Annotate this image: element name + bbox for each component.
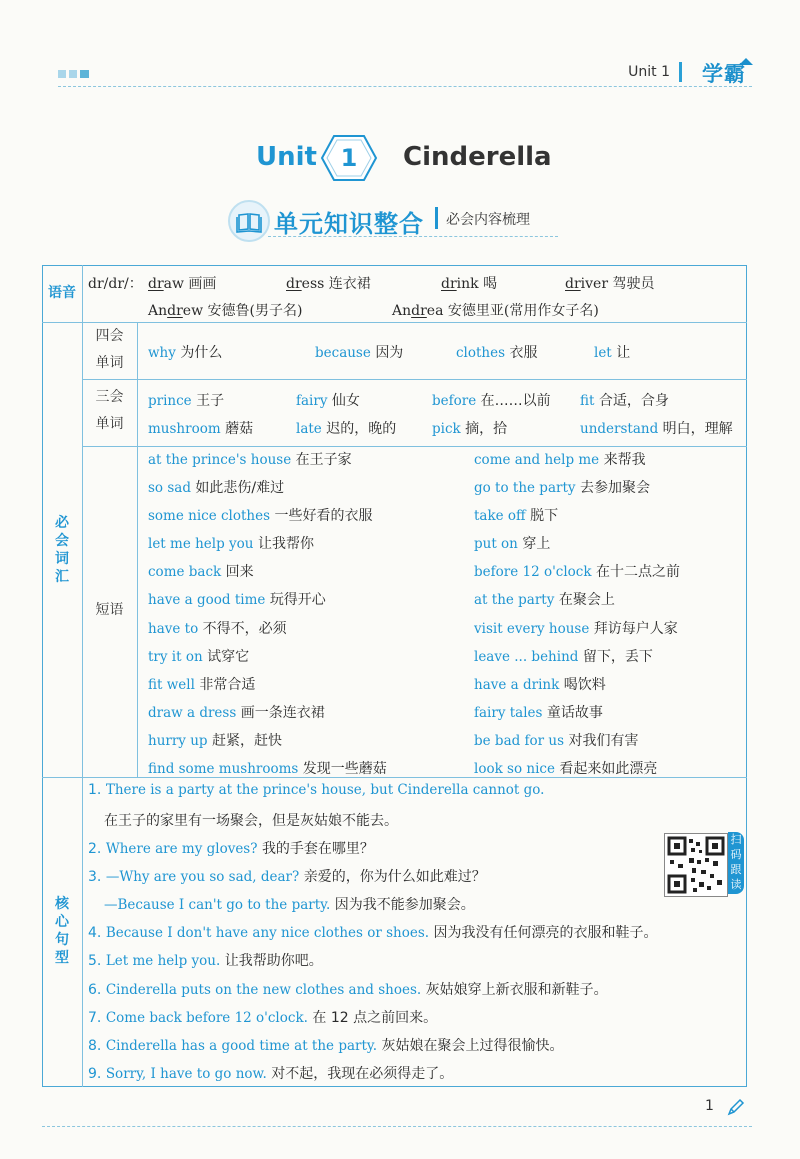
- phrase-item: at the prince's house 在王子家: [148, 452, 352, 468]
- sentence-line: 9. Sorry, I have to go now. 对不起，我现在必须得走了。: [88, 1066, 454, 1082]
- sentence-line: 在王子的家里有一场聚会，但是灰姑娘不能去。: [104, 813, 398, 829]
- vocab-item: clothes 衣服: [456, 345, 538, 361]
- label-three-line2: 单词: [95, 416, 124, 432]
- vocab-item: why 为什么: [148, 345, 223, 361]
- phrase-item: have to 不得不，必须: [148, 621, 287, 637]
- sentence-line: —Because I can't go to the party. 因为我不能参加聚会。: [104, 897, 475, 913]
- row-divider: [82, 379, 747, 380]
- sentence-line: 2. Where are my gloves? 我的手套在哪里？: [88, 841, 374, 857]
- phonics-word: Andrew 安德鲁(男子名): [148, 303, 303, 319]
- sentence-line: 3. —Why are you so sad, dear? 亲爱的，你为什么如此难过？: [88, 869, 486, 885]
- header-divider: [58, 86, 752, 88]
- phrase-item: hurry up 赶紧，赶快: [148, 733, 283, 749]
- phrase-item: draw a dress 画一条连衣裙: [148, 705, 325, 721]
- column-divider: [137, 322, 138, 777]
- unit-title: [0, 134, 800, 182]
- phonics-word: draw 画画: [148, 276, 217, 292]
- vocab-item: because 因为: [315, 345, 404, 361]
- sentence-line: 1. There is a party at the prince's house, but Cinderella cannot go.: [88, 782, 545, 798]
- vocab-item: fit 合适，合身: [580, 393, 669, 409]
- footer-divider: [42, 1126, 752, 1127]
- row-divider: [82, 446, 747, 447]
- vocab-item: pick 摘，拾: [432, 421, 508, 437]
- phrase-item: have a drink 喝饮料: [474, 677, 606, 693]
- phonics-word: driver 驾驶员: [565, 276, 655, 292]
- phrase-item: let me help you 让我帮你: [148, 536, 314, 552]
- vocab-item: let 让: [594, 345, 631, 361]
- phrase-item: have a good time 玩得开心: [148, 592, 326, 608]
- header-separator: [679, 62, 682, 82]
- phrase-item: put on 穿上: [474, 536, 551, 552]
- category-phonics: 语音: [48, 285, 76, 301]
- pencil-icon: [726, 1097, 746, 1117]
- qr-scan-label: 扫码跟读: [728, 832, 744, 894]
- phrase-item: take off 脱下: [474, 508, 559, 524]
- phrase-item: before 12 o'clock 在十二点之前: [474, 564, 680, 580]
- vocab-item: understand 明白，理解: [580, 421, 733, 437]
- label-four-line2: 单词: [95, 355, 124, 371]
- phrase-item: go to the party 去参加聚会: [474, 480, 650, 496]
- vocab-item: prince 王子: [148, 393, 225, 409]
- sentence-line: 4. Because I don't have any nice clothes or shoes. 因为我没有任何漂亮的衣服和鞋子。: [88, 925, 658, 941]
- title-unit-name: Cinderella: [403, 142, 552, 172]
- sentence-line: 6. Cinderella puts on the new clothes and shoes. 灰姑娘穿上新衣服和新鞋子。: [88, 982, 608, 998]
- phrase-item: come and help me 来帮我: [474, 452, 646, 468]
- phrase-item: look so nice 看起来如此漂亮: [474, 761, 658, 777]
- phrase-item: at the party 在聚会上: [474, 592, 615, 608]
- vocab-item: mushroom 蘑菇: [148, 421, 254, 437]
- vocab-item: before 在……以前: [432, 393, 551, 409]
- brand-logo: 学霸: [702, 62, 746, 86]
- book-icon: [228, 200, 270, 242]
- label-three-line1: 三会: [95, 389, 124, 405]
- phonics-word: dress 连衣裙: [286, 276, 371, 292]
- phrase-item: so sad 如此悲伤/难过: [148, 480, 285, 496]
- category-vocabulary: 必会词汇: [55, 515, 69, 585]
- label-phrases: 短语: [95, 602, 124, 618]
- phrase-item: come back 回来: [148, 564, 254, 580]
- label-three-skills: [82, 384, 137, 438]
- row-divider: [42, 322, 747, 323]
- graduation-cap-icon: [739, 58, 753, 65]
- sentence-line: 5. Let me help you. 让我帮助你吧。: [88, 953, 323, 969]
- title-unit-number: 1: [340, 144, 358, 172]
- phrase-item: be bad for us 对我们有害: [474, 733, 639, 749]
- phrase-item: visit every house 拜访每户人家: [474, 621, 678, 637]
- qr-code-icon: [665, 834, 727, 896]
- page-number: 1: [705, 1098, 714, 1114]
- header-decoration: [58, 70, 89, 78]
- section-subtitle: 必会内容梳理: [446, 212, 530, 228]
- phrase-item: fit well 非常合适: [148, 677, 256, 693]
- phonics-word: Andrea 安德里亚(常用作女子名): [392, 303, 599, 319]
- phrase-item: try it on 试穿它: [148, 649, 250, 665]
- phrase-item: some nice clothes 一些好看的衣服: [148, 508, 373, 524]
- phrase-item: find some mushrooms 发现一些蘑菇: [148, 761, 387, 777]
- qr-code[interactable]: [664, 833, 728, 897]
- category-sentences: 核心句型: [55, 896, 69, 966]
- sentence-line: 7. Come back before 12 o'clock. 在 12 点之前回来。: [88, 1010, 438, 1026]
- title-unit-label: Unit: [256, 142, 317, 172]
- section-title: 单元知识整合: [274, 210, 424, 238]
- section-underline: [268, 236, 558, 237]
- vocab-item: fairy 仙女: [296, 393, 360, 409]
- phrase-item: leave ... behind 留下，丢下: [474, 649, 653, 665]
- label-four-line1: 四会: [95, 328, 124, 344]
- phonics-word: drink 喝: [441, 276, 498, 292]
- header-unit: Unit 1: [628, 64, 670, 80]
- section-separator: [435, 207, 438, 229]
- label-four-skills: [82, 323, 137, 377]
- vocab-item: late 迟的，晚的: [296, 421, 397, 437]
- phonics-rule: dr/dr/：: [88, 276, 143, 292]
- section-header: [228, 196, 568, 244]
- sentence-line: 8. Cinderella has a good time at the party. 灰姑娘在聚会上过得很愉快。: [88, 1038, 564, 1054]
- phrase-item: fairy tales 童话故事: [474, 705, 603, 721]
